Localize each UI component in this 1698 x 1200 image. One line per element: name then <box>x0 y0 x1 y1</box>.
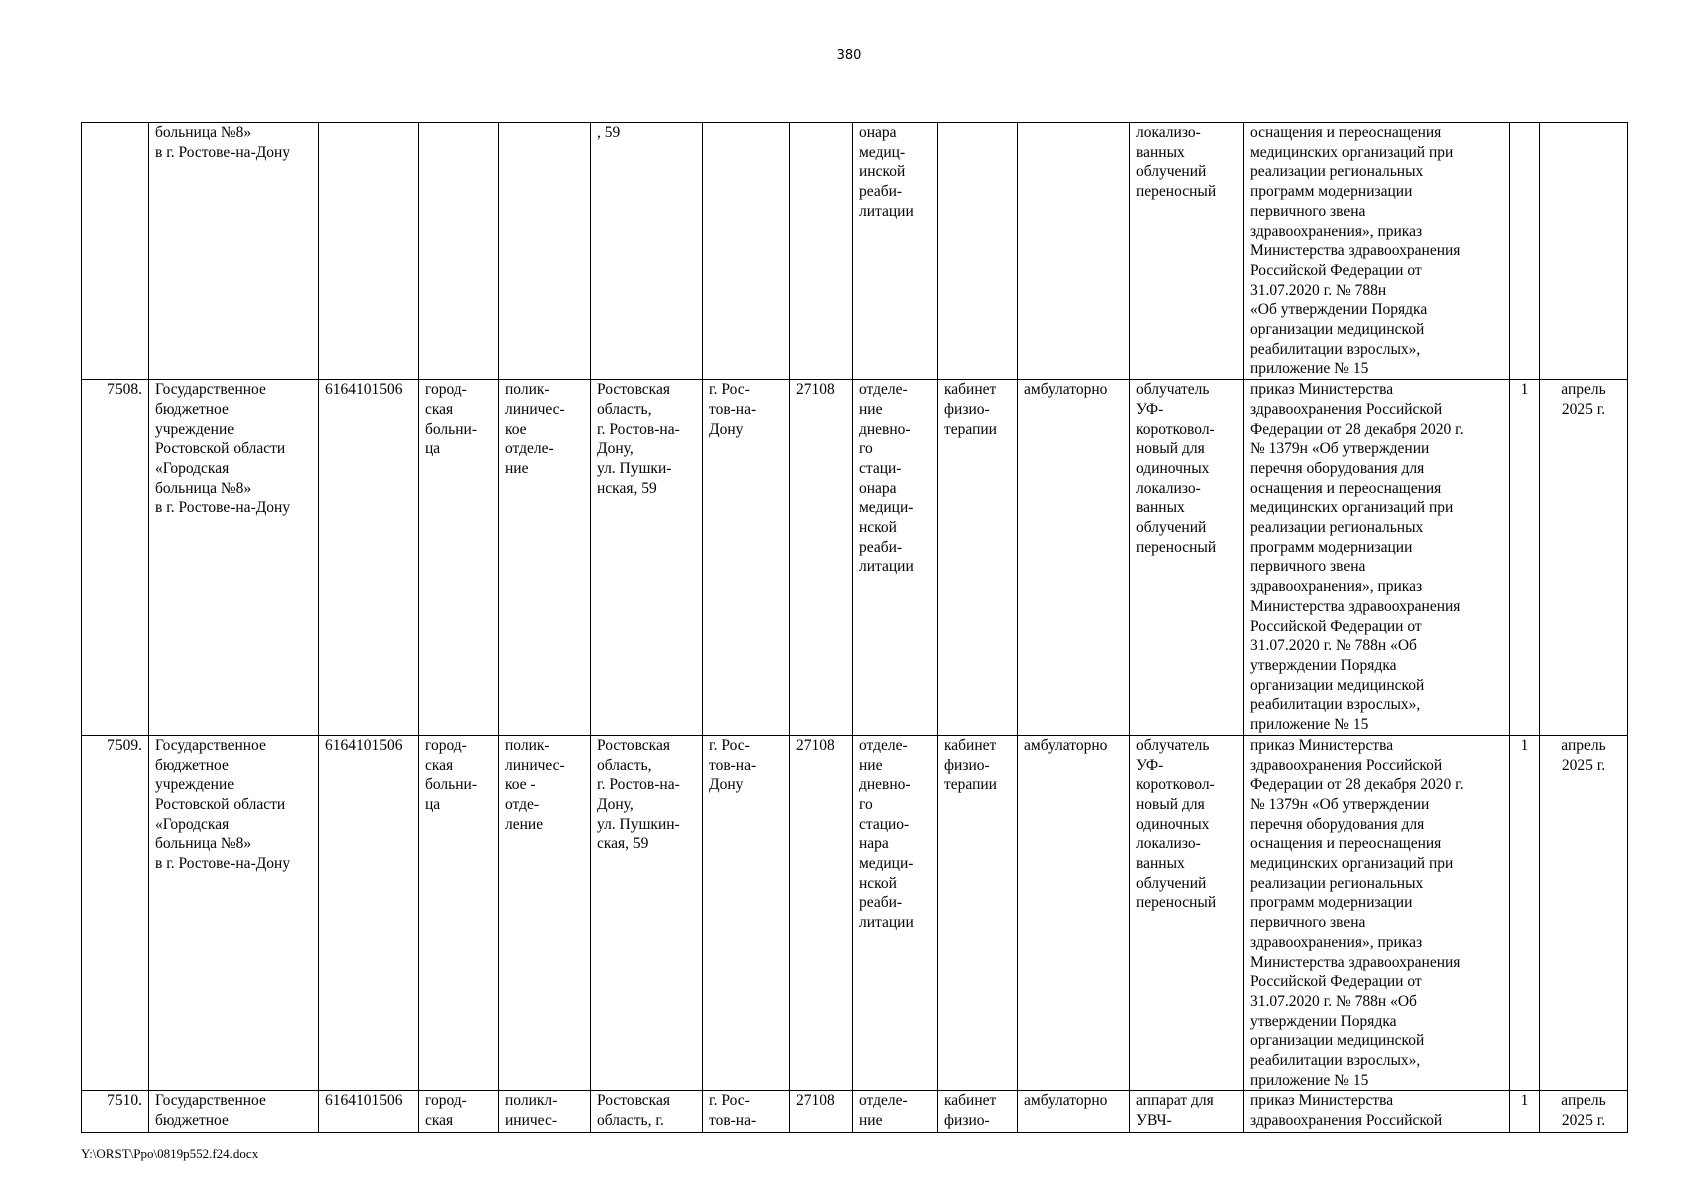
address-cell: Ростовская область, г. Ростов-на- Дону, ул. Пушкин- ская, 59 <box>591 735 703 1091</box>
legal-basis-cell: приказ Министерства здравоохранения Российской <box>1244 1091 1510 1133</box>
city-cell: г. Рос- тов-на- Дону <box>703 380 790 736</box>
inn-cell: 6164101506 <box>319 1091 419 1133</box>
organization-cell: Государственное бюджетное <box>149 1091 319 1133</box>
row-number-cell <box>82 123 149 380</box>
department-cell: отделе- ние дневно- го стацио- нара медици- нской реаби- литации <box>853 735 938 1091</box>
row-number-cell: 7510. <box>82 1091 149 1133</box>
address-cell: Ростовская область, г. Ростов-на- Дону, ул. Пушки- нская, 59 <box>591 380 703 736</box>
table-row <box>82 123 1628 380</box>
unit-cell: поликл- иничес- <box>499 1091 591 1133</box>
org-type-cell <box>419 123 499 380</box>
cabinet-cell: кабинет физио- терапии <box>938 735 1018 1091</box>
department-cell: онара медиц- инской реаби- литации <box>853 123 938 380</box>
legal-basis-cell: оснащения и переоснащения медицинских организаций при реализации региональных программ модернизации первичного звена здравоохранения», приказ Министерства здравоохранения Российской Федерации от 31.07.2020 г. № 788н «Об утверждении Порядка организации медицинской реабилитации взрослых», приложение № 15 <box>1244 123 1510 380</box>
legal-basis-cell: приказ Министерства здравоохранения Российской Федерации от 28 декабря 2020 г. № 1379н «Об утверждении перечня оборудования для оснащения и переоснащения медицинских организаций при реализации региональных программ модернизации первичного звена здравоохранения», приказ Министерства здравоохранения Российской Федерации от 31.07.2020 г. № 788н «Об утверждении Порядка организации медицинской реабилитации взрослых», приложение № 15 <box>1244 380 1510 736</box>
equipment-table <box>81 122 1628 1133</box>
code-cell: 27108 <box>790 380 853 736</box>
org-type-cell: город- ская <box>419 1091 499 1133</box>
equipment-cell: облучатель УФ- коротковол- новый для одиночных локализо- ванных облучений переносный <box>1130 380 1244 736</box>
row-number-cell: 7509. <box>82 735 149 1091</box>
organization-cell: Государственное бюджетное учреждение Ростовской области «Городская больница №8» в г. Ростове-на-Дону <box>149 735 319 1091</box>
date-cell: апрель 2025 г. <box>1540 1091 1628 1133</box>
inn-cell: 6164101506 <box>319 380 419 736</box>
unit-cell: полик- линичес- кое - отде- ление <box>499 735 591 1091</box>
date-cell: апрель 2025 г. <box>1540 735 1628 1091</box>
quantity-cell: 1 <box>1510 380 1540 736</box>
care-mode-cell <box>1018 123 1130 380</box>
care-mode-cell: амбулаторно <box>1018 380 1130 736</box>
quantity-cell: 1 <box>1510 735 1540 1091</box>
code-cell: 27108 <box>790 735 853 1091</box>
unit-cell <box>499 123 591 380</box>
code-cell: 27108 <box>790 1091 853 1133</box>
care-mode-cell: амбулаторно <box>1018 1091 1130 1133</box>
table-row <box>82 735 1628 1091</box>
unit-cell: полик- линичес- кое отделе- ние <box>499 380 591 736</box>
city-cell <box>703 123 790 380</box>
care-mode-cell: амбулаторно <box>1018 735 1130 1091</box>
org-type-cell: город- ская больни- ца <box>419 735 499 1091</box>
inn-cell: 6164101506 <box>319 735 419 1091</box>
date-cell <box>1540 123 1628 380</box>
organization-cell: больница №8» в г. Ростове-на-Дону <box>149 123 319 380</box>
date-cell: апрель 2025 г. <box>1540 380 1628 736</box>
department-cell: отделе- ние дневно- го стаци- онара медици- нской реаби- литации <box>853 380 938 736</box>
equipment-cell: аппарат для УВЧ- <box>1130 1091 1244 1133</box>
table-row <box>82 380 1628 736</box>
cabinet-cell: кабинет физио- <box>938 1091 1018 1133</box>
cabinet-cell <box>938 123 1018 380</box>
row-number-cell: 7508. <box>82 380 149 736</box>
address-cell: Ростовская область, г. <box>591 1091 703 1133</box>
file-path-footer: Y:\ORST\Ppo\0819p552.f24.docx <box>81 1146 259 1161</box>
cabinet-cell: кабинет физио- терапии <box>938 380 1018 736</box>
code-cell <box>790 123 853 380</box>
quantity-cell <box>1510 123 1540 380</box>
organization-cell: Государственное бюджетное учреждение Ростовской области «Городская больница №8» в г. Ростове-на-Дону <box>149 380 319 736</box>
legal-basis-cell: приказ Министерства здравоохранения Российской Федерации от 28 декабря 2020 г. № 1379н «Об утверждении перечня оборудования для оснащения и переоснащения медицинских организаций при реализации региональных программ модернизации первичного звена здравоохранения», приказ Министерства здравоохранения Российской Федерации от 31.07.2020 г. № 788н «Об утверждении Порядка организации медицинской реабилитации взрослых», приложение № 15 <box>1244 735 1510 1091</box>
quantity-cell: 1 <box>1510 1091 1540 1133</box>
inn-cell <box>319 123 419 380</box>
page-number: 380 <box>836 48 862 63</box>
city-cell: г. Рос- тов-на- <box>703 1091 790 1133</box>
org-type-cell: город- ская больни- ца <box>419 380 499 736</box>
department-cell: отделе- ние <box>853 1091 938 1133</box>
city-cell: г. Рос- тов-на- Дону <box>703 735 790 1091</box>
equipment-cell: локализо- ванных облучений переносный <box>1130 123 1244 380</box>
table-row <box>82 1091 1628 1133</box>
equipment-cell: облучатель УФ- коротковол- новый для одиночных локализо- ванных облучений переносный <box>1130 735 1244 1091</box>
address-cell: , 59 <box>591 123 703 380</box>
